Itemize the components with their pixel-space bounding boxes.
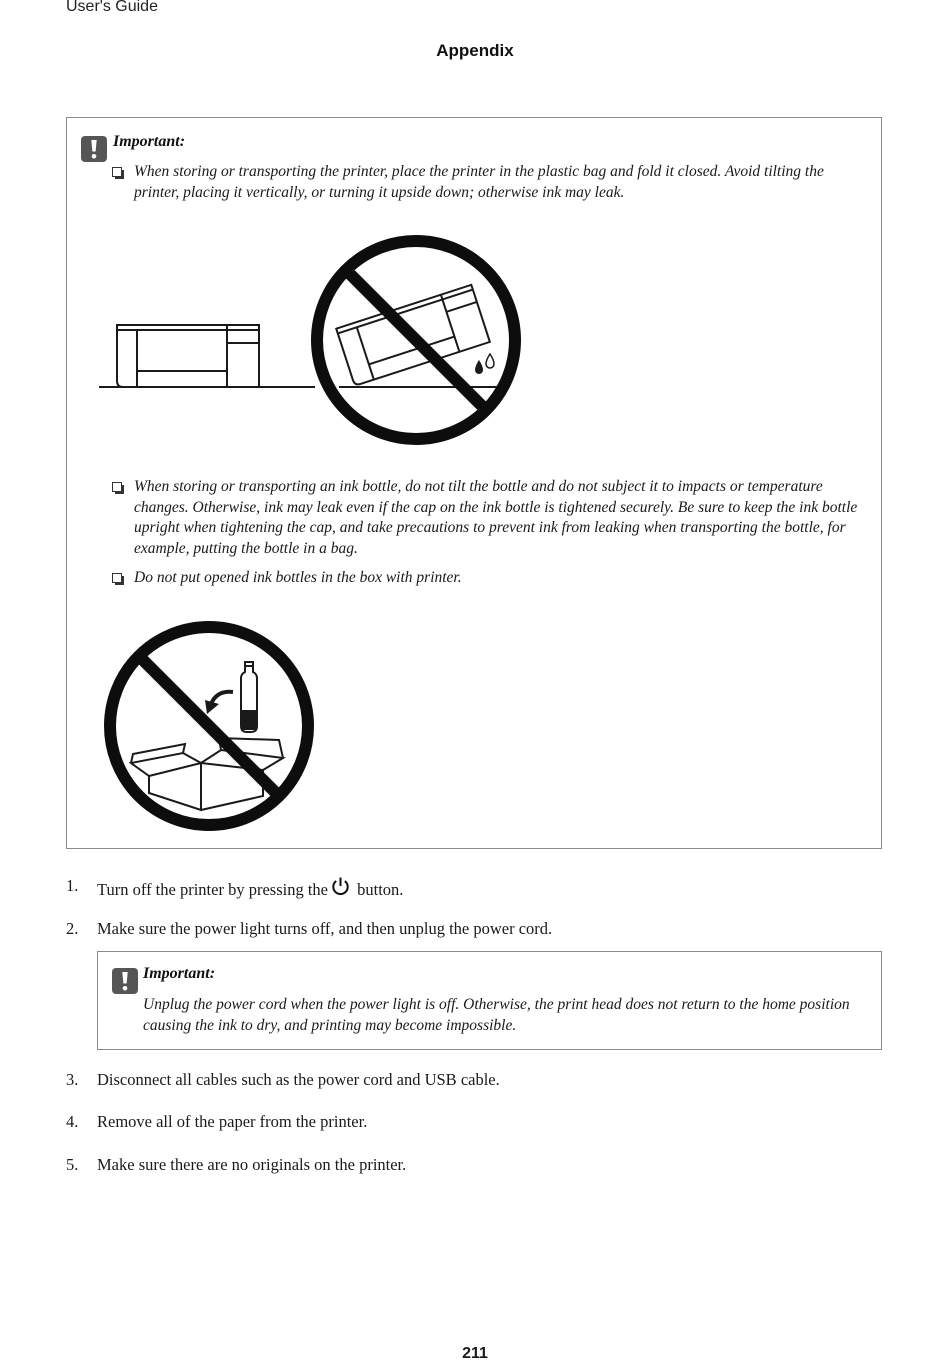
bullet-item: When storing or transporting the printer, place the printer in the plastic bag and fold it closed. Avoid tilting the printer, placing it vertically, or turning it upside down; otherwise ink may leak. [134,162,869,203]
power-icon [330,876,351,897]
important-notice-box [97,951,882,1050]
no-ink-bottle-in-box-illustration [101,618,317,834]
bullet-item: Do not put opened ink bottles in the box with printer. [134,568,869,589]
bullet-item: When storing or transporting an ink bottle, do not tilt the bottle and do not subject it to impacts or temperature changes. Otherwise, ink may leak even if the cap on the ink bottle is tightened securely. Be sure to keep the ink bottle upright when tightening the cap, and take precautions to prevent ink from leaking when transporting the bottle, for example, putting the bottle in a bag. [134,477,869,559]
important-note-text: Unplug the power cord when the power light is off. Otherwise, the print head does not return to the home position causing the ink to dry, and printing may become impossible. [143,996,850,1034]
checkbox-bullet-icon [112,482,122,492]
section-title: Appendix [436,41,514,60]
page-number: 211 [462,1345,488,1362]
important-icon [112,968,138,994]
printer-no-tilt-illustration [97,233,527,449]
checkbox-bullet-icon [112,573,122,583]
important-heading: Important: [113,133,186,150]
checkbox-bullet-icon [112,167,122,177]
important-icon [81,136,107,162]
running-head: User's Guide [66,0,158,15]
important-notice-box [66,117,882,849]
important-heading: Important: [143,965,216,982]
